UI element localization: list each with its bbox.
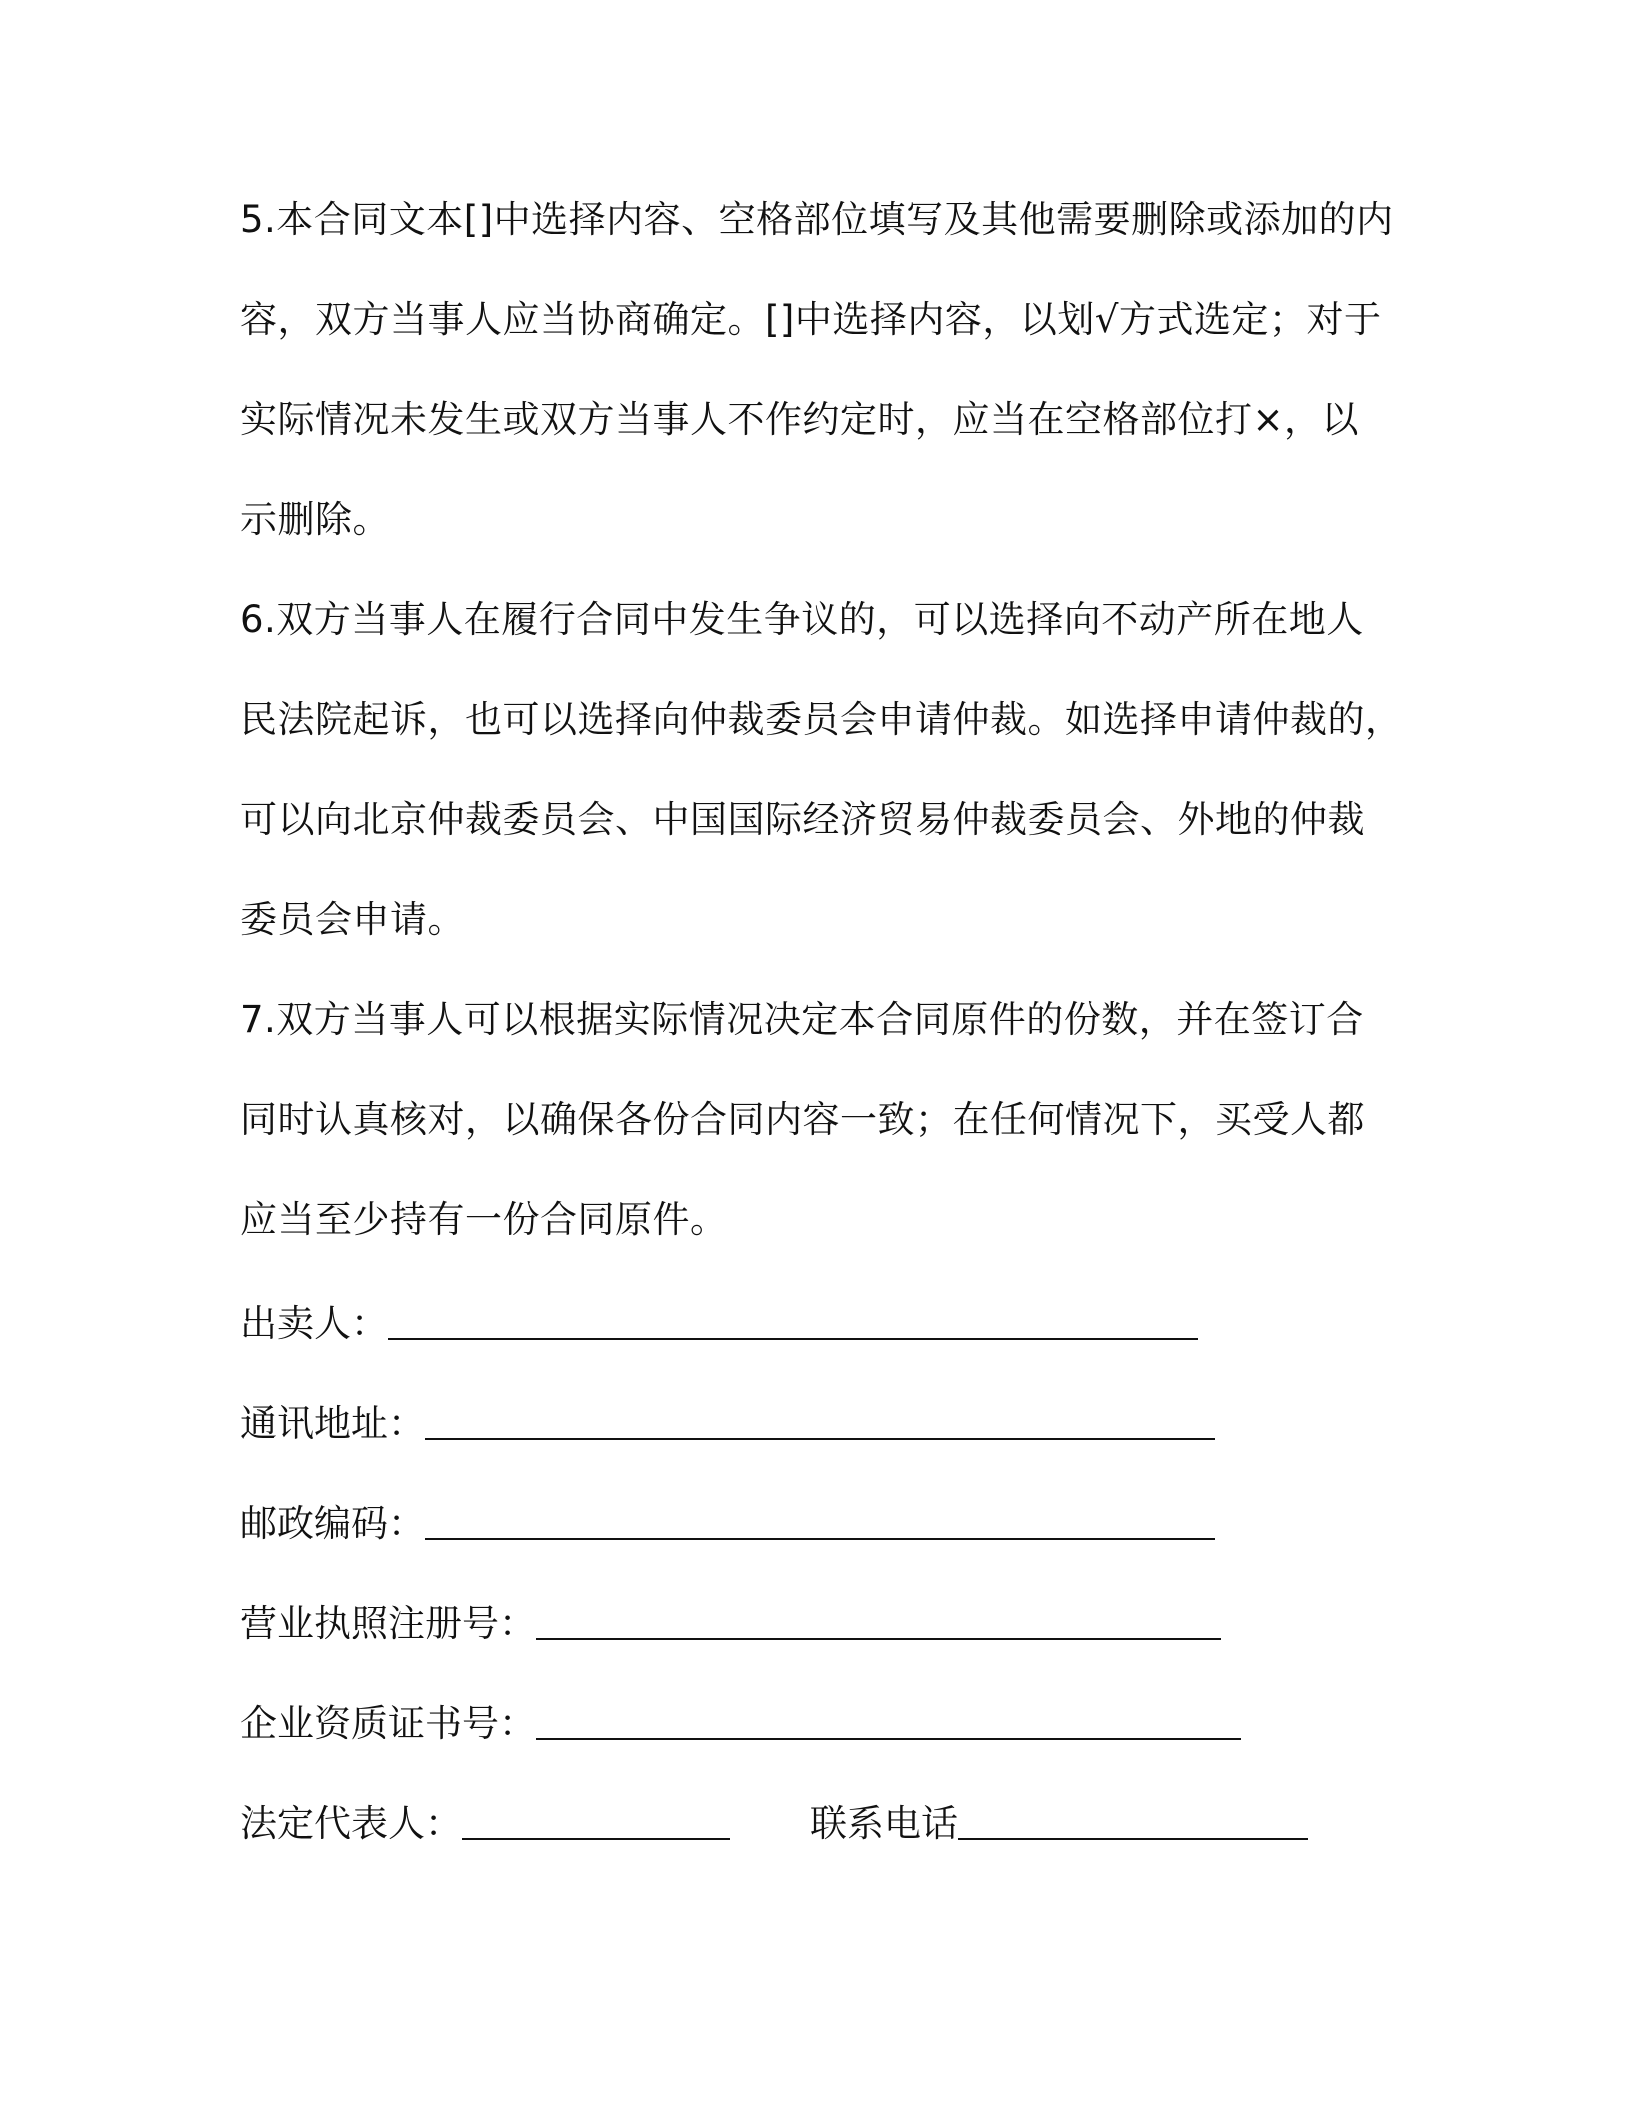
seller-blank-line[interactable] (388, 1338, 1198, 1340)
phone-label: 联系电话 (810, 1802, 958, 1845)
clause-7-line-1: 7.双方当事人可以根据实际情况决定本合同原件的份数，并在签订合 (240, 998, 1364, 1041)
phone-blank-line[interactable] (958, 1838, 1308, 1840)
address-label: 通讯地址： (240, 1402, 425, 1445)
clause-6-line-2: 民法院起诉，也可以选择向仲裁委员会申请仲裁。如选择申请仲裁的， (240, 698, 1403, 741)
clause-5-line-3: 实际情况未发生或双方当事人不作约定时，应当在空格部位打×，以 (240, 398, 1360, 441)
legal-rep-blank-line[interactable] (462, 1838, 730, 1840)
clause-6-line-1: 6.双方当事人在履行合同中发生争议的，可以选择向不动产所在地人 (240, 598, 1364, 641)
clause-5-line-4: 示删除。 (240, 498, 390, 541)
address-field (240, 1400, 1215, 1448)
postcode-field (240, 1500, 1215, 1548)
postcode-blank-line[interactable] (425, 1538, 1215, 1540)
clause-7-line-3: 应当至少持有一份合同原件。 (240, 1198, 728, 1241)
qualification-label: 企业资质证书号： (240, 1702, 536, 1745)
qualification-field (240, 1700, 1241, 1748)
seller-label: 出卖人： (240, 1302, 388, 1345)
license-blank-line[interactable] (536, 1638, 1221, 1640)
seller-field (240, 1300, 1198, 1348)
legal-rep-label: 法定代表人： (240, 1802, 462, 1845)
clause-7-line-2: 同时认真核对，以确保各份合同内容一致；在任何情况下，买受人都 (240, 1098, 1365, 1141)
clause-6-line-3: 可以向北京仲裁委员会、中国国际经济贸易仲裁委员会、外地的仲裁 (240, 798, 1365, 841)
license-label: 营业执照注册号： (240, 1602, 536, 1645)
clause-6-line-4: 委员会申请。 (240, 898, 465, 941)
clause-5-line-1: 5.本合同文本[]中选择内容、空格部位填写及其他需要删除或添加的内 (240, 198, 1394, 241)
postcode-label: 邮政编码： (240, 1502, 425, 1545)
address-blank-line[interactable] (425, 1438, 1215, 1440)
clause-5-line-2: 容，双方当事人应当协商确定。[]中选择内容，以划√方式选定；对于 (240, 298, 1382, 341)
qualification-blank-line[interactable] (536, 1738, 1241, 1740)
legal-rep-phone-row (240, 1800, 1308, 1848)
license-field (240, 1600, 1221, 1648)
